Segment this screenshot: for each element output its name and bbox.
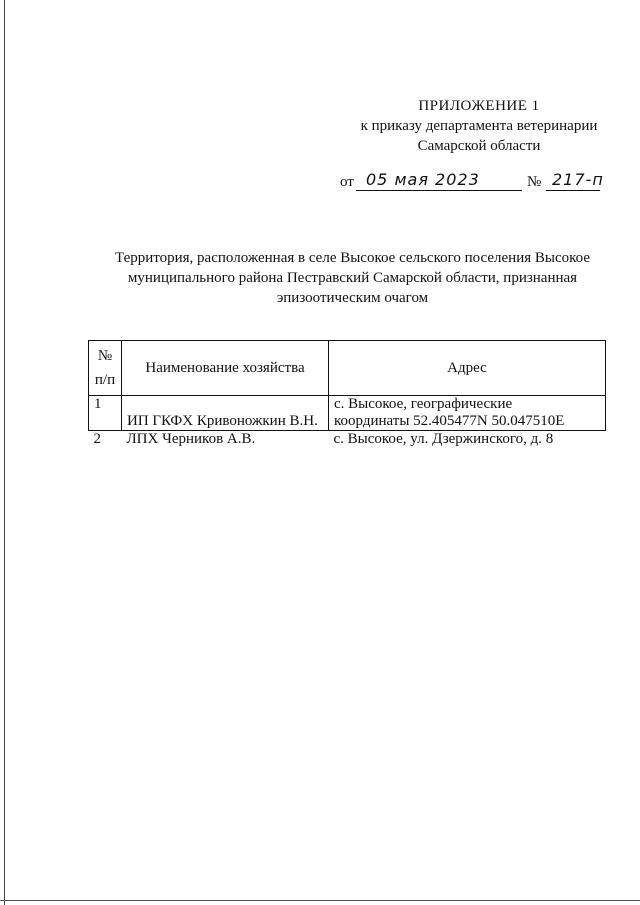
- heading-line-1: Территория, расположенная в селе Высокое сельского поселения Высокое: [115, 250, 590, 266]
- heading-line-3: эпизоотическим очагом: [276, 290, 429, 306]
- appendix-header: [338, 96, 620, 156]
- row-number: 1: [89, 396, 122, 431]
- appendix-subtitle: к приказу департамента ветеринарии: [360, 118, 598, 134]
- header-number-line1: №: [97, 348, 113, 364]
- header-number-line2: п/п: [94, 372, 116, 388]
- date-underline: [356, 190, 522, 191]
- row-farm-name: ЛПХ Черников А.В.: [122, 431, 329, 452]
- order-number-handwritten: 217-п: [552, 170, 604, 189]
- from-label: от: [340, 174, 354, 190]
- farms-table: [88, 340, 606, 451]
- row-address-line1: с. Высокое, географические: [334, 396, 513, 412]
- table-row: [89, 431, 606, 452]
- number-underline: [546, 190, 600, 191]
- appendix-title: ПРИЛОЖЕНИЕ 1: [418, 98, 540, 114]
- header-number: [89, 341, 122, 396]
- document-heading: [90, 248, 615, 308]
- number-label: №: [527, 174, 542, 190]
- row-farm-name: ИП ГКФХ Кривоножкин В.Н.: [122, 396, 329, 431]
- header-address: Адрес: [329, 341, 606, 396]
- table-header-row: [89, 341, 606, 396]
- row-address: с. Высокое, ул. Дзержинского, д. 8: [329, 431, 606, 452]
- row-address-line2: координаты 52.405477N 50.047510E: [334, 413, 565, 429]
- order-date-handwritten: 05 мая 2023: [366, 170, 480, 189]
- scan-left-edge: [4, 0, 5, 905]
- heading-line-2: муниципального района Пестравский Самарской области, признанная: [127, 270, 578, 286]
- header-farm-name: Наименование хозяйства: [122, 341, 329, 396]
- scan-bottom-edge: [0, 900, 640, 901]
- row-number: 2: [89, 431, 122, 452]
- table-row: [89, 396, 606, 431]
- row-address: [329, 396, 606, 431]
- appendix-region: Самарской области: [417, 138, 541, 154]
